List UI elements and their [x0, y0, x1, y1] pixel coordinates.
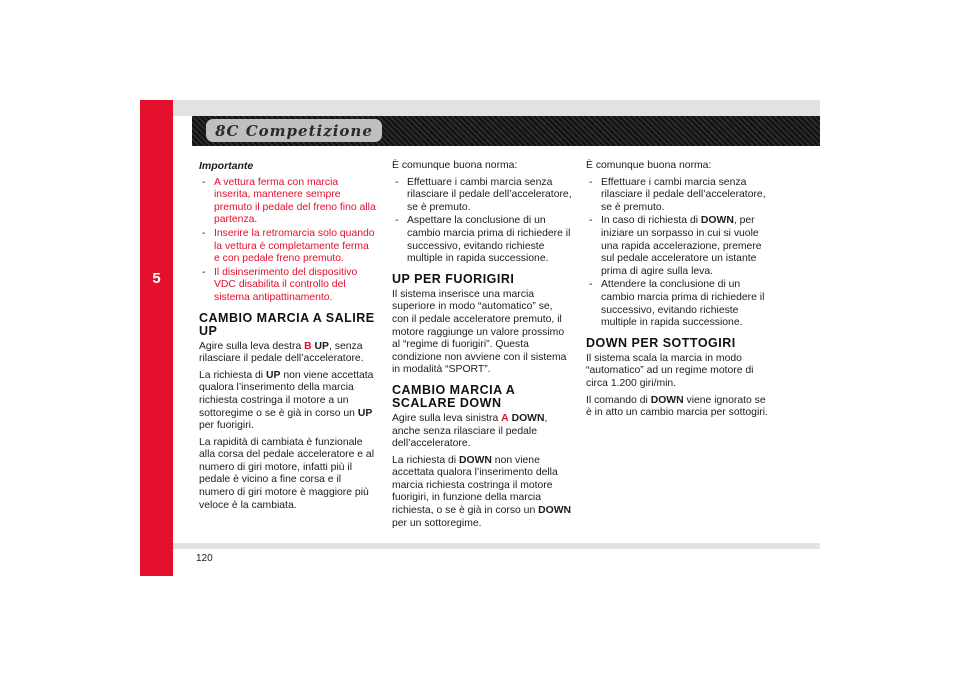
column-2: [392, 160, 572, 534]
header-banner: [192, 116, 820, 146]
paragraph: [586, 395, 768, 420]
list-item: - Aspettare la conclusione di un cambio marcia prima di richiedere il successivo, evitando richieste multiple in rapida successione.: [392, 215, 572, 265]
list-item: - Inserire la retromarcia solo quando la vettura è completamente ferma e con pedale freno premuto.: [199, 228, 377, 266]
lever-label: A: [501, 412, 509, 424]
section-heading: DOWN PER SOTTOGIRI: [586, 335, 736, 350]
paragraph: [392, 455, 572, 531]
text: viene ignorato se è in atto un cambio marcia per sottogiri.: [586, 394, 768, 419]
list-item: - A vettura ferma con marcia inserita, mantenere sempre premuto il pedale del freno fino alla partenza.: [199, 177, 377, 227]
text: non viene accettata qualora l’inserimento della marcia richiesta costringa il motore a un sottoregime o se è già in corso un: [199, 369, 374, 419]
list-item: - Effettuare i cambi marcia senza rilasciare il pedale dell’acceleratore, se è premuto.: [586, 177, 768, 215]
list-item: [586, 215, 768, 278]
paragraph: È comunque buona norma:: [392, 160, 518, 171]
text: Agire sulla leva destra: [199, 340, 305, 352]
section-heading: UP PER FUORIGIRI: [392, 271, 515, 286]
section-heading: CAMBIO MARCIA A SCALARE DOWN: [392, 382, 515, 410]
paragraph: Il sistema inserisce una marcia superiore in modo “automatico” se, con il pedale acceleratore premuto, il motore raggiunge un valore prossimo al “regime di fuorigiri”. Questa condizione non avviene con il sistema in modalità “SPORT”.: [392, 288, 567, 376]
rules-list: [392, 177, 572, 266]
paragraph: [199, 370, 377, 433]
text: Il comando di: [586, 394, 651, 406]
list-item: - Attendere la conclusione di un cambio marcia prima di richiedere il successivo, evitando richieste multiple in rapida successione.: [586, 279, 768, 329]
paragraph: [199, 341, 377, 366]
list-item: - Effettuare i cambi marcia senza rilasciare il pedale dell’acceleratore, se è premuto.: [392, 177, 572, 215]
paragraph: [392, 413, 572, 451]
rules-list: [586, 177, 768, 330]
paragraph: La rapidità di cambiata è funzionale alla corsa del pedale acceleratore e al numero di giri motore, infatti più il pedale è vicino a fine corsa e il numero di giri motore è maggiore più veloce è la cambiata.: [199, 436, 375, 511]
column-1: [199, 160, 377, 516]
column-3: [586, 160, 768, 424]
important-title: Importante: [199, 160, 254, 172]
text: per fuorigiri.: [199, 420, 254, 432]
keyword: UP: [266, 369, 281, 381]
text: per un sottoregime.: [392, 517, 482, 529]
text: La richiesta di: [392, 454, 459, 466]
brand-logo: 8C Competizione: [206, 119, 382, 142]
paragraph: Il sistema scala la marcia in modo “automatico” ad un regime motore di circa 1.200 giri/min.: [586, 352, 754, 389]
list-item: - Il disinserimento del dispositivo VDC disabilita il controllo del sistema antipattinamento.: [199, 267, 377, 305]
important-list: [199, 177, 377, 305]
keyword: DOWN: [538, 505, 572, 517]
text: , senza rilasciare il pedale dell’acceleratore.: [199, 340, 364, 365]
text: La richiesta di: [199, 369, 266, 381]
chapter-tab: [140, 100, 173, 576]
section-heading: CAMBIO MARCIA A SALIRE UP: [199, 310, 375, 338]
keyword: DOWN: [700, 215, 734, 227]
keyword: UP: [314, 340, 329, 352]
paragraph: È comunque buona norma:: [586, 160, 712, 171]
keyword: DOWN: [459, 454, 492, 466]
chapter-number: 5: [152, 270, 161, 287]
footer-bar: [173, 543, 820, 549]
text: , anche senza rilasciare il pedale dell’acceleratore.: [392, 412, 548, 450]
text: non viene accettata qualora l’inserimento della marcia richiesta costringa il motore fuorigiri, in funzione della marcia richiesta, o se è già in corso un: [392, 454, 558, 517]
top-bar: [173, 100, 820, 116]
keyword: DOWN: [511, 412, 545, 424]
lever-label: B: [304, 340, 312, 352]
text: Agire sulla leva sinistra: [392, 412, 502, 424]
text: In caso di richiesta di: [601, 215, 701, 227]
keyword: UP: [357, 407, 373, 419]
keyword: DOWN: [650, 394, 684, 406]
text: , per iniziare un sorpasso in cui si vuole una rapida accelerazione, premere sul pedale acceleratore un istante prima di agire sulla leva.: [601, 215, 762, 277]
page-number: 120: [196, 553, 213, 564]
